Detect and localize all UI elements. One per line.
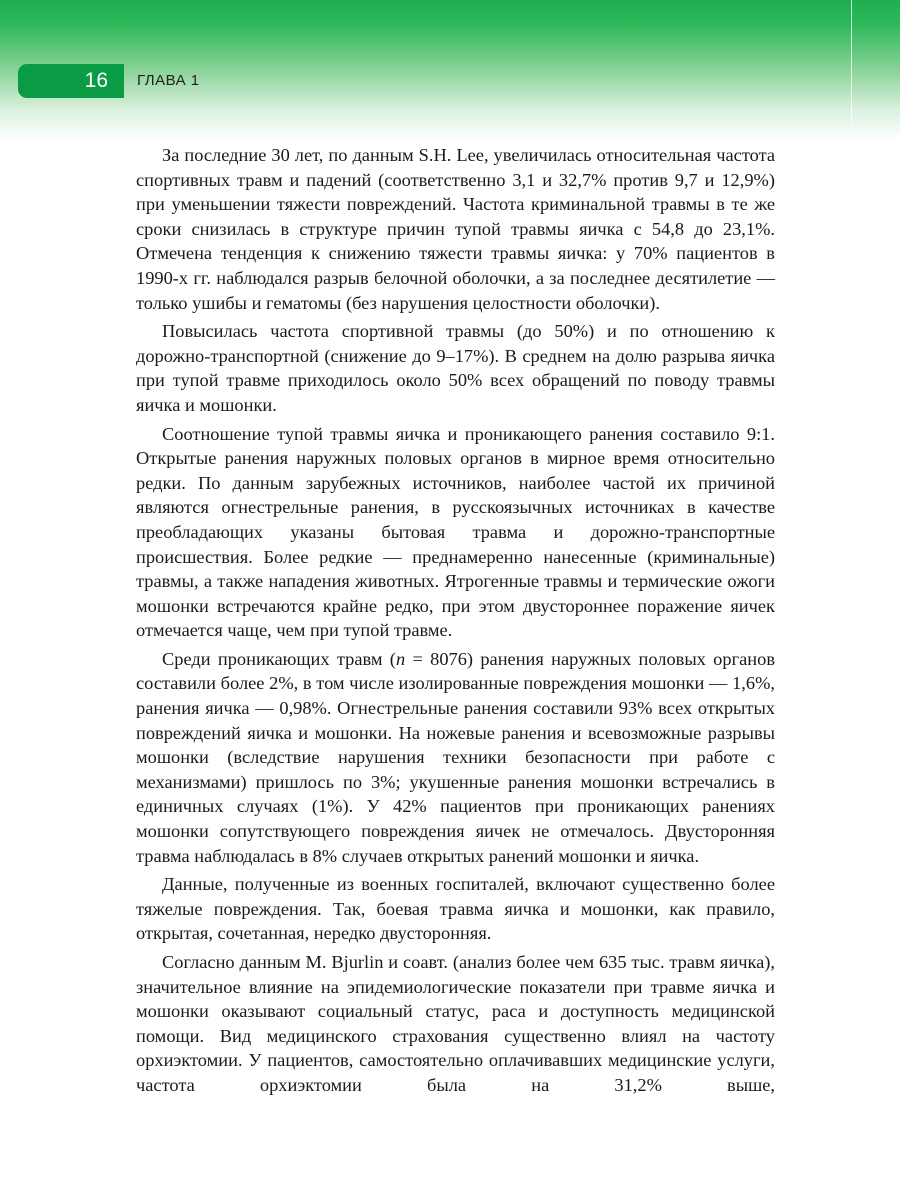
paragraph-1: За последние 30 лет, по данным S.H. Lee, увеличилась относительная частота спортивных травм и падений (соответственно 3,1 и 32,7% против 9,7 и 12,9%) при уменьшении тяжести повреждений. Частота криминальной травмы в те же сроки снизилась в структуре причин тупой травмы яичка с 54,8 до 23,1%. Отмечена тенденция к снижению тяжести травмы яичка: у 70% пациентов в 1990-х гг. наблюдался разрыв белочной оболочки, а за последнее десятилетие — только ушибы и гематомы (без нарушения целостности оболочки).	[136, 145, 775, 313]
body-text	[136, 143, 775, 1102]
paragraph-4-start: Среди проникающих травм (	[162, 648, 396, 669]
paragraph-4-rest: = 8076) ранения наружных половых органов составили более 2%, в том числе изолированные повреждения мошонки — 1,6%, ранения яичка — 0,98%. Огнестрельные ранения составили 93% всех открытых повреждений яичка и мошонки. На ножевые ранения и всевозможные разрывы мошонки (вследствие нарушения техники безопасности при работе с механизмами) пришлось по 3%; укушенные ранения мошонки встречались в единичных случаях (1%). У 42% пациентов при проникающих ранениях мошонки сопутствующего повреждения яичек не отмечалось. Двусторонняя травма наблюдалась в 8% случаев открытых ранений мошонки и яичка.	[136, 648, 775, 866]
paragraph-6: Согласно данным M. Bjurlin и соавт. (анализ более чем 635 тыс. травм яичка), значительное влияние на эпидемиологические показатели при травме яичка и мошонки оказывают социальный статус, раса и доступность медицинской помощи. Вид медицинского страхования существенно влиял на частоту орхиэктомии. У пациентов, самостоятельно оплачивавших медицинские услуги, частота орхиэктомии была на 31,2% выше,	[136, 952, 775, 1095]
header-band	[0, 0, 900, 140]
paragraph-5: Данные, полученные из военных госпиталей, включают существенно более тяжелые повреждения. Так, боевая травма яичка и мошонки, как правило, открытая, сочетанная, нередко двусторонняя.	[136, 874, 775, 944]
paragraph-4	[136, 647, 775, 868]
paragraph-3: Соотношение тупой травмы яичка и проникающего ранения составило 9:1. Открытые ранения наружных половых органов в мирное время относительно редки. По данным зарубежных источников, наиболее частой их причиной являются огнестрельные ранения, в русскоязычных источниках в качестве преобладающих указаны бытовая травма и дорожно-транспортные происшествия. Более редкие — преднамеренно нанесенные (криминальные) травмы, а также нападения животных. Ятрогенные травмы и термические ожоги мошонки встречаются крайне редко, при этом двустороннее поражение яичек отмечается чаще, чем при тупой травме.	[136, 423, 775, 641]
chapter-title: ГЛАВА 1	[137, 72, 200, 89]
header-divider	[851, 0, 852, 128]
paragraph-2: Повысилась частота спортивной травмы (до 50%) и по отношению к дорожно-транспортной (снижение до 9–17%). В среднем на долю разрыва яичка при тупой травме приходилось около 50% всех обращений по поводу травмы яичка и мошонки.	[136, 321, 775, 415]
sample-size-symbol: n	[395, 648, 406, 669]
page-number-tab	[18, 64, 124, 98]
page-number: 16	[84, 69, 108, 92]
